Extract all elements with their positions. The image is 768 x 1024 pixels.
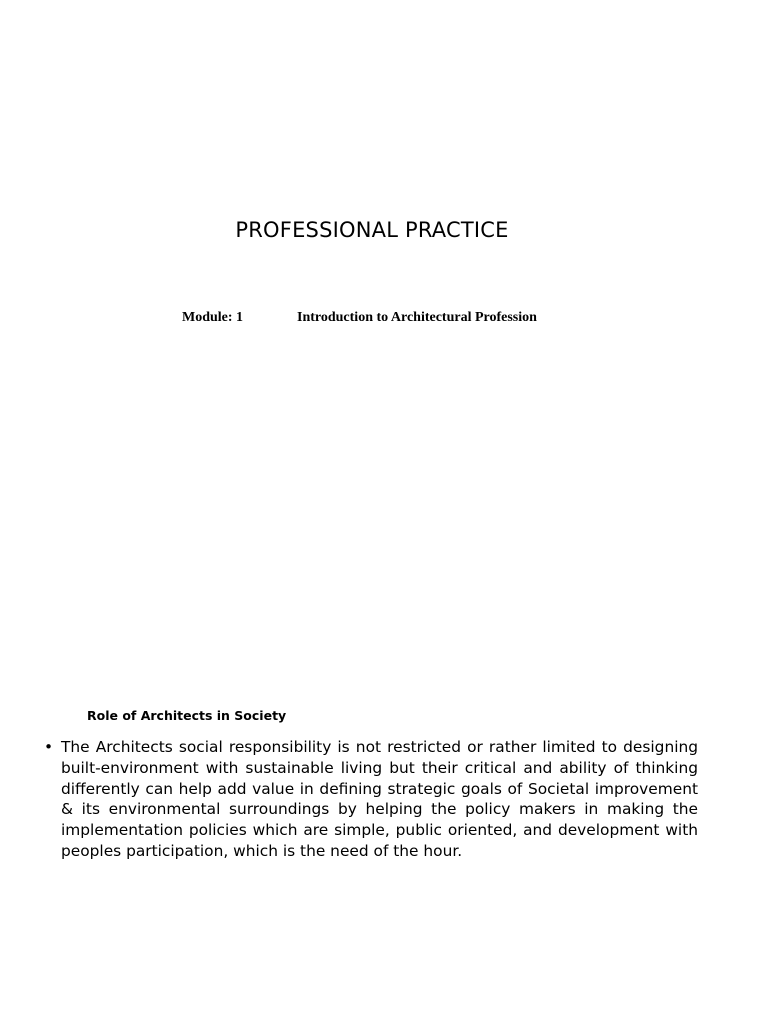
module-line [182, 310, 537, 326]
bullet-icon: • [44, 738, 54, 756]
module-number: Module: 1 [182, 310, 244, 325]
module-title: Introduction to Architectural Profession [297, 310, 537, 325]
list-item [44, 737, 698, 862]
page-title: PROFESSIONAL PRACTICE [235, 218, 509, 242]
content-slide [0, 512, 768, 1024]
bullet-list [44, 737, 698, 862]
bullet-text: The Architects social responsibility is not restricted or rather limited to designing built-environment with sustainable living but their critical and ability of thinking differently can help add value in defining strategic goals of Societal improvement & its environmental surroundings by helping the policy makers in making the implementation policies which are simple, public oriented, and development with peoples participation, which is the need of the hour. [61, 738, 698, 860]
section-heading: Role of Architects in Society [87, 708, 287, 723]
